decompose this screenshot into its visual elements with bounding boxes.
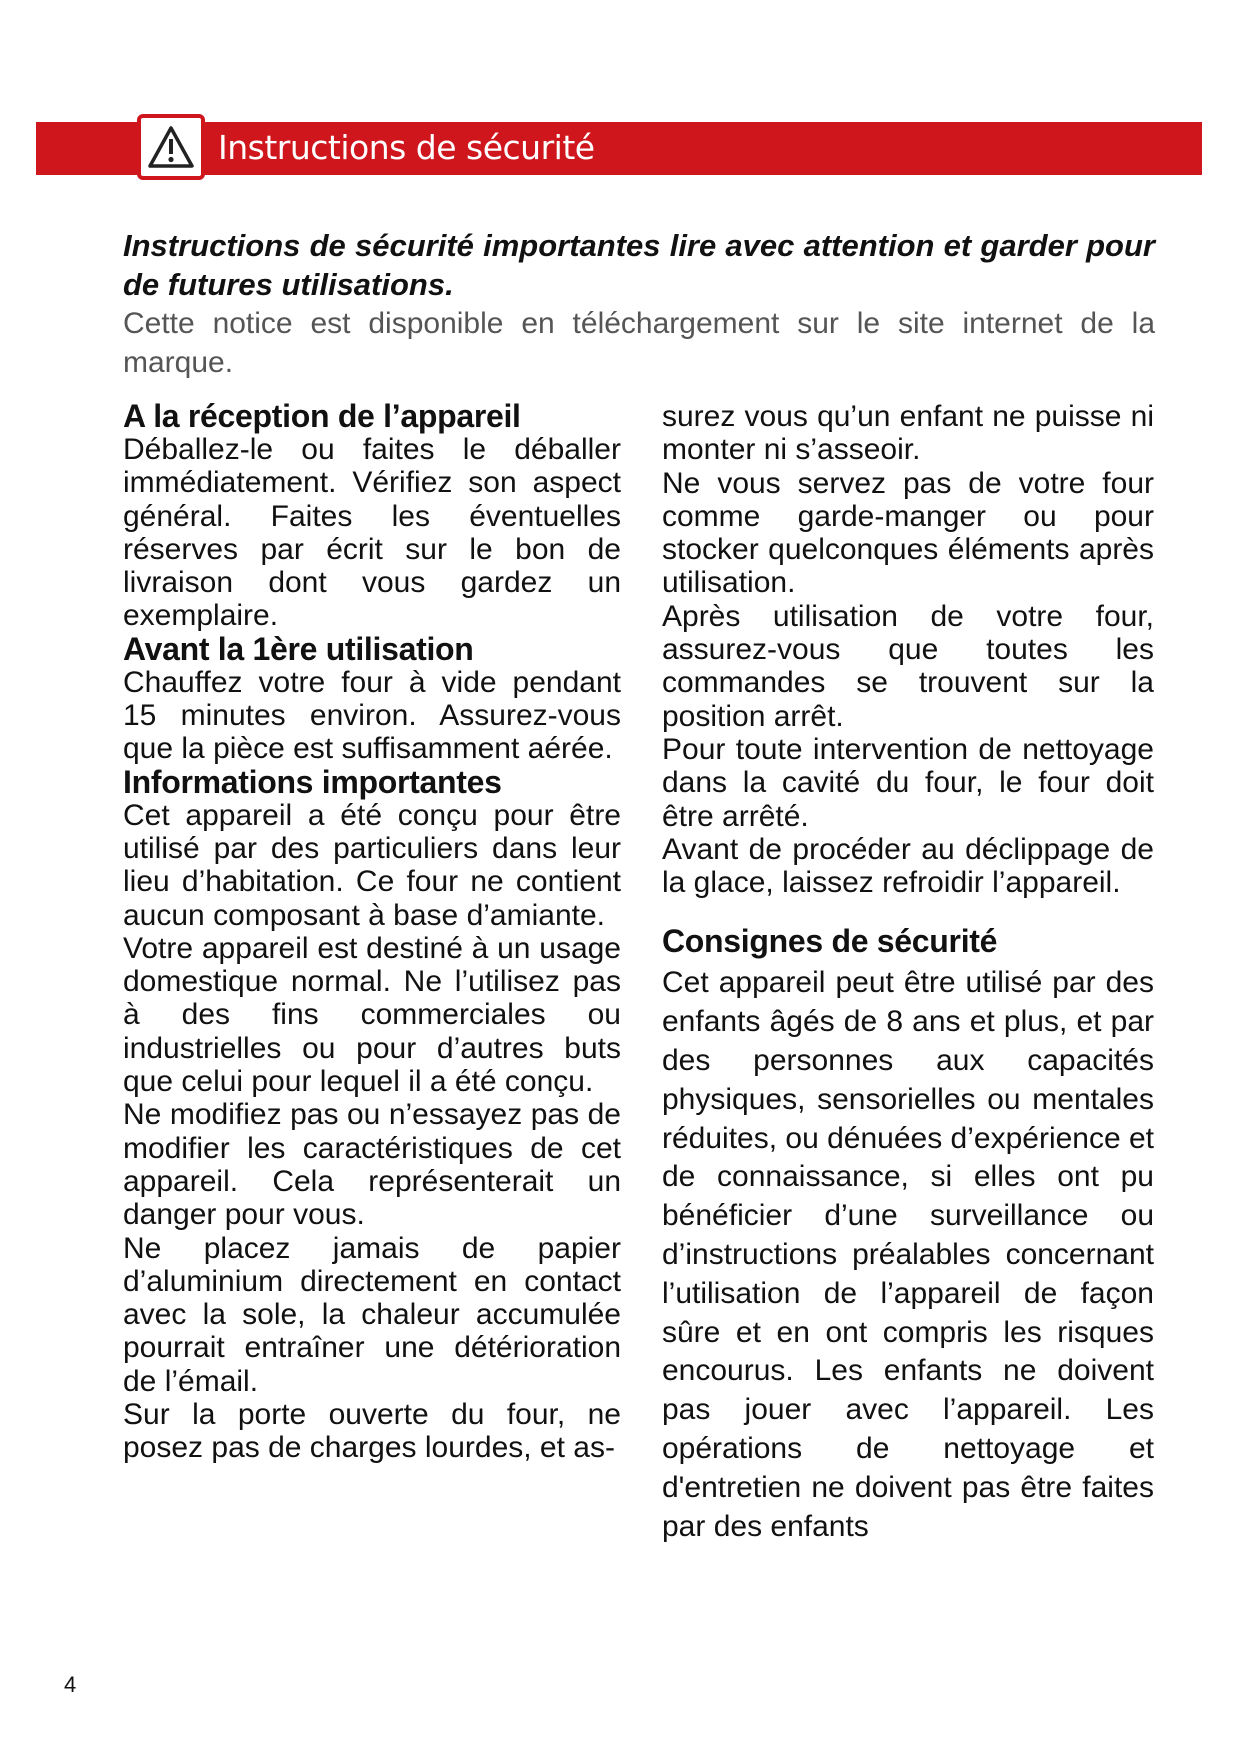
- intro-section: [123, 226, 1155, 382]
- safety-paragraph: Ne vous servez pas de votre four comme garde-manger ou pour stocker quelconques éléments après utilisation.: [662, 466, 1154, 600]
- header-banner: [36, 122, 1202, 175]
- right-column: [662, 400, 1154, 1546]
- safety-paragraph: Pour toute intervention de nettoyage dans la cavité du four, le four doit être arrêté.: [662, 732, 1154, 833]
- first-use-text: Chauffez votre four à vide pendant 15 minutes environ. Assurez-vous que la pièce est suffisamment aérée.: [123, 665, 621, 766]
- info-paragraph: Ne modifiez pas ou n’essayez pas de modifier les caractéristiques de cet appareil. Cela représenterait un danger pour vous.: [123, 1098, 621, 1232]
- page-title: Instructions de sécurité: [218, 128, 595, 167]
- consignes-text: Cet appareil peut être utilisé par des enfants âgés de 8 ans et plus, et par des personnes aux capacités physiques, sensorielles ou mentales réduites, ou dénuées d’expérience et de connaissance, si elles ont pu bénéficier d’une surveillance ou d’instructions préalables concernant l’utilisation de l’appareil de façon sûre et en ont compris les risques encourus. Les enfants ne doivent pas jouer avec l’appareil. Les opérations de nettoyage et d'entretien ne doivent pas être faites par des enfants: [662, 966, 1155, 1543]
- warning-badge: [137, 114, 205, 180]
- info-paragraph: Sur la porte ouverte du four, ne posez pas de charges lourdes, et as-: [123, 1398, 621, 1465]
- reception-heading: A la réception de l’appareil: [123, 398, 521, 434]
- intro-warning: Instructions de sécurité importantes lire avec attention et garder pour de futures utilisations.: [123, 228, 1155, 302]
- first-use-heading: Avant la 1ère utilisation: [123, 630, 474, 667]
- safety-paragraph: surez vous qu’un enfant ne puisse ni monter ni s’asseoir.: [662, 400, 1154, 467]
- info-paragraph: Ne placez jamais de papier d’aluminium directement en contact avec la sole, la chaleur accumulée pourrait entraîner une détérioration de l’émail.: [123, 1231, 621, 1398]
- info-heading: Informations importantes: [123, 763, 502, 800]
- reception-text: Déballez-le ou faites le déballer immédiatement. Vérifiez son aspect général. Faites les éventuelles réserves par écrit sur le bon de livraison dont vous gardez un exemplaire.: [123, 433, 621, 633]
- warning-triangle-icon: [147, 124, 195, 170]
- consignes-heading: Consignes de sécurité: [662, 923, 998, 960]
- safety-paragraph: Après utilisation de votre four, assurez-vous que toutes les commandes se trouvent sur la position arrêt.: [662, 599, 1154, 733]
- page-number: 4: [64, 1672, 77, 1697]
- info-paragraph: Cet appareil a été conçu pour être utilisé par des particuliers dans leur lieu d’habitation. Ce four ne contient aucun composant à base d’amiante.: [123, 798, 621, 932]
- left-column: [123, 400, 621, 1465]
- intro-download-note: Cette notice est disponible en téléchargement sur le site internet de la marque.: [123, 307, 1155, 379]
- info-paragraph: Votre appareil est destiné à un usage domestique normal. Ne l’utilisez pas à des fins commerciales ou industrielles ou pour d’autres buts que celui pour lequel il a été conçu.: [123, 931, 621, 1099]
- safety-paragraph: Avant de procéder au déclippage de la glace, laissez refroidir l’appareil.: [662, 832, 1154, 900]
